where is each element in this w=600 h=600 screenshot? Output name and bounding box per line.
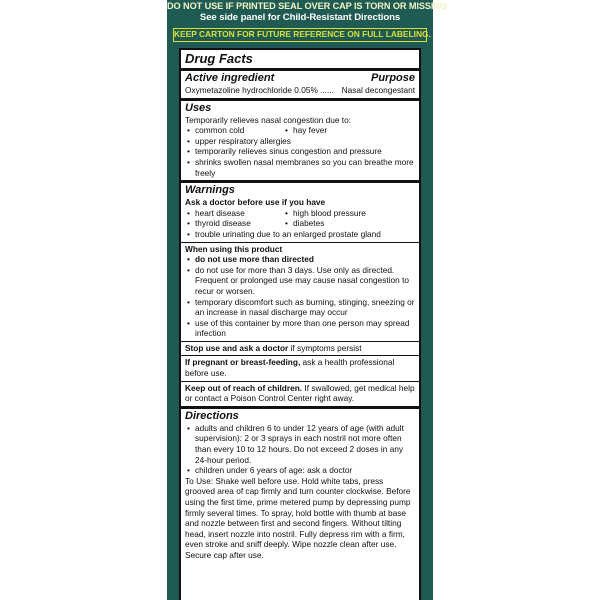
pregnancy-section xyxy=(181,356,419,381)
list-item: • common cold xyxy=(195,125,293,136)
purpose-heading: Purpose xyxy=(370,72,415,84)
uses-list xyxy=(185,136,415,178)
warnings-pair-2 xyxy=(185,218,415,229)
uses-heading: Uses xyxy=(185,101,212,114)
list-item: • temporary discomfort such as burning, stinging, sneezing or an increase in nasal discharge may occur xyxy=(195,297,415,318)
warnings-single xyxy=(185,229,415,240)
list-item: • thyroid disease xyxy=(195,218,293,229)
uses-section xyxy=(181,101,419,184)
when-using-list xyxy=(185,254,415,339)
keep-out-text: If swallowed, get medical help or contact a Poison Control Center right away. xyxy=(185,382,415,404)
warnings-heading: Warnings xyxy=(185,184,235,197)
ask-doctor-heading: Ask a doctor before use if you have xyxy=(185,197,326,208)
active-ingredient-section xyxy=(181,71,419,101)
pregnancy-bold: If pregnant or breast-feeding, xyxy=(185,357,301,368)
keep-out-bold: Keep out of reach of children. xyxy=(185,382,303,393)
list-item: • heart disease xyxy=(195,208,293,219)
directions-section xyxy=(181,409,419,563)
when-using-section xyxy=(181,243,419,342)
drug-facts-panel xyxy=(179,48,421,600)
list-item: • adults and children 6 to under 12 years of age (with adult supervision): 2 or 3 sprays in each nostril not more often than every 10 to 12 hours. Do not exceed 2 doses in any 24-hour period. xyxy=(195,423,415,465)
warnings-pair-1 xyxy=(185,208,415,219)
active-ingredient-header xyxy=(185,72,415,85)
ingredient-row xyxy=(185,85,415,96)
side-panel-note: See side panel for Child-Resistant Directions xyxy=(199,12,401,23)
drug-facts-title: Drug Facts xyxy=(185,51,253,66)
list-item: • temporarily relieves sinus congestion and pressure xyxy=(195,146,415,157)
ingredient-name: Oxymetazoline hydrochloride 0.05% ...... xyxy=(185,85,334,95)
list-item: • high blood pressure xyxy=(293,208,366,219)
warnings-section xyxy=(181,183,419,242)
stop-use-section xyxy=(181,342,419,357)
seal-warning: DO NOT USE IF PRINTED SEAL OVER CAP IS TORN OR MISSING xyxy=(167,1,447,11)
uses-intro: Temporarily relieves nasal congestion due to: xyxy=(185,114,352,125)
stop-use-text: if symptoms persist xyxy=(288,342,362,353)
pregnancy-text: ask a health professional before use. xyxy=(185,357,395,379)
list-item: • shrinks swollen nasal membranes so you can breathe more freely xyxy=(195,157,415,178)
when-using-heading: When using this product xyxy=(185,243,283,254)
drug-facts-title-section xyxy=(181,50,419,71)
list-item: • use of this container by more than one person may spread infection xyxy=(195,318,415,339)
ingredient-purpose: Nasal decongestant xyxy=(341,85,415,95)
list-item: • do not use more than directed xyxy=(195,254,415,265)
active-ingredient-heading: Active ingredient xyxy=(185,72,275,84)
keep-carton-banner: KEEP CARTON FOR FUTURE REFERENCE ON FULL LABELING. xyxy=(173,28,427,42)
list-item: • do not use for more than 3 days. Use only as directed. Frequent or prolonged use may cause nasal congestion to recur or worsen. xyxy=(195,265,415,297)
list-item: • trouble urinating due to an enlarged prostate gland xyxy=(195,229,415,240)
list-item: • hay fever xyxy=(293,125,327,136)
list-item: • upper respiratory allergies xyxy=(195,136,415,147)
list-item: • children under 6 years of age: ask a doctor xyxy=(195,465,415,476)
keep-out-section xyxy=(181,382,419,409)
carton-side xyxy=(167,0,447,600)
directions-heading: Directions xyxy=(185,409,239,422)
directions-text: To Use: Shake well before use. Hold white tabs, press grooved area of cap firmly and turn counter clockwise. Before using the first time, prime metered pump by depressing pump firmly several times. To spray, hold bottle with thumb at base and nozzle between first and second fingers. Without tilting head, insert nozzle into nostril. Fully depress rim with a firm, even stroke and sniff deeply. Wipe nozzle clean after use. Secure cap after use. xyxy=(185,475,411,560)
uses-pair xyxy=(185,125,415,136)
directions-list xyxy=(185,423,415,476)
stop-use-bold: Stop use and ask a doctor xyxy=(185,342,289,353)
list-item: • diabetes xyxy=(293,218,324,229)
